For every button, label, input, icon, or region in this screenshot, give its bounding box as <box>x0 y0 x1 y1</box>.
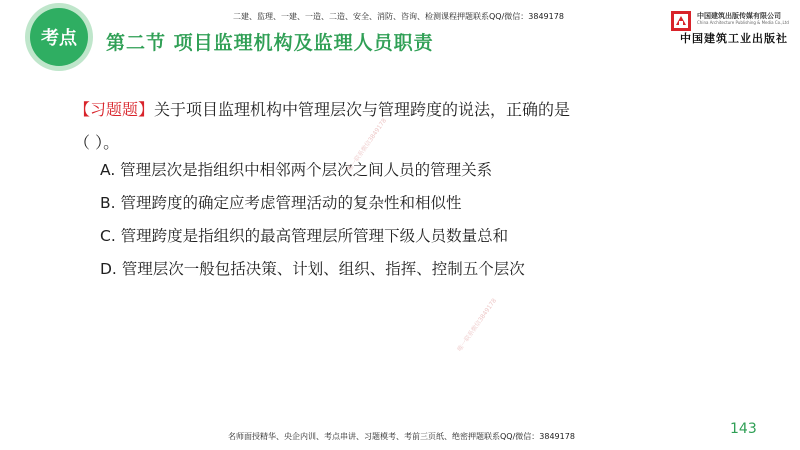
section-title: 第二节 项目监理机构及监理人员职责 <box>106 32 434 54</box>
option-a: A. 管理层次是指组织中相邻两个层次之间人员的管理关系 <box>100 161 493 179</box>
option-c: C. 管理跨度是指组织的最高管理层所管理下级人员数量总和 <box>100 227 509 245</box>
top-contact-notice: 二建、监理、一建、一造、二造、安全、消防、咨询、检测课程押题联系QQ/微信：3849178 <box>233 12 564 21</box>
watermark: 唯一联系微信3849178 <box>456 297 499 353</box>
question-stem-text: 关于项目监理机构中管理层次与管理跨度的说法，正确的是 <box>154 100 571 119</box>
page-number: 143 <box>730 421 757 437</box>
publisher-logo-icon <box>670 10 692 32</box>
question-type-tag: 【习题题】 <box>74 100 155 119</box>
publisher-name-en: China Architecture Publishing & Media Co.,Ltd <box>697 20 789 25</box>
question-stem <box>74 93 714 159</box>
header-banner <box>0 0 800 72</box>
publisher-name: 中国建筑出版传媒有限公司 <box>697 12 781 20</box>
question-stem-line1 <box>74 93 714 126</box>
publisher-calligraphy: 中国建筑工业出版社 <box>680 32 788 45</box>
option-d: D. 管理层次一般包括决策、计划、组织、指挥、控制五个层次 <box>100 260 525 278</box>
watermark: 唯一联系微信3849178 <box>346 117 389 173</box>
bottom-contact-notice: 名师面授精华、央企内训、考点串讲、习题模考、考前三页纸、绝密押题联系QQ/微信：3849178 <box>228 432 575 441</box>
question-stem-line2: （ ）。 <box>74 133 120 152</box>
option-b: B. 管理跨度的确定应考虑管理活动的复杂性和相似性 <box>100 194 462 212</box>
kaodian-badge: 考点 <box>30 8 88 66</box>
options-list <box>100 154 525 286</box>
